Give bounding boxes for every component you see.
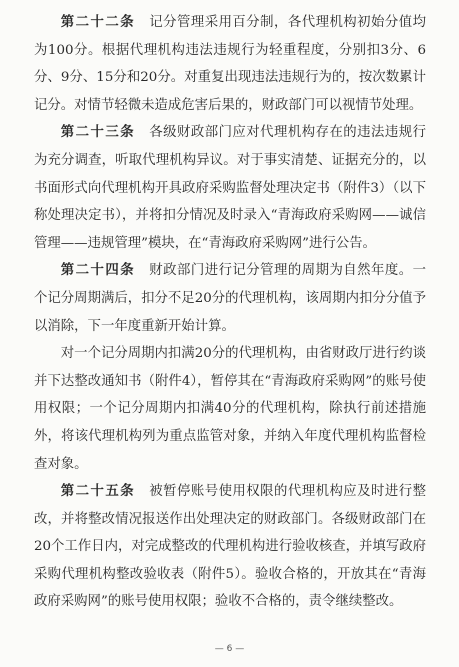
article-text: 记分管理采用百分制，各代理机构初始分值均为100分。根据代理机构违法违规行为轻重程度，分别扣3分、6分、9分、15分和20分。对重复出现违法违规行为的，按次数累计记分。对情节轻微未造成危害后果的，财政部门可以视情节处理。 xyxy=(34,15,426,113)
article-number: 第二十四条 xyxy=(60,263,136,279)
article-text: 财政部门进行记分管理的周期为自然年度。一个记分周期满后，扣分不足20分的代理机构，该周期内扣分分值予以消除，下一年度重新开始计算。 xyxy=(34,263,426,334)
article-number: 第二十五条 xyxy=(60,484,136,500)
article-25-paragraph xyxy=(34,478,426,616)
document-body xyxy=(34,9,426,616)
article-text: 各级财政部门应对代理机构存在的违法违规行为充分调查，听取代理机构异议。对于事实清楚、证据充分的，以书面形式向代理机构开具政府采购监督处理决定书（附件3）（以下称处理决定书），并将扣分情况及时录入“青海政府采购网——诚信管理——违规管理”模块，在“青海政府采购网”进行公告。 xyxy=(34,125,426,251)
article-text: 被暂停账号使用权限的代理机构应及时进行整改，并将整改情况报送作出处理决定的财政部门。各级财政部门在20个工作日内，对完成整改的代理机构进行验收核查，并填写政府采购代理机构整改验收表（附件5）。验收合格的，开放其在“青海政府采购网”的账号使用权限；验收不合格的，责令继续整改。 xyxy=(34,484,426,610)
article-24-paragraph xyxy=(34,257,426,340)
article-23-paragraph xyxy=(34,119,426,257)
article-22-paragraph xyxy=(34,9,426,119)
paragraph-text: 对一个记分周期内扣满20分的代理机构，由省财政厅进行约谈并下达整改通知书（附件4），暂停其在“青海政府采购网”的账号使用权限；一个记分周期内扣满40分的代理机构，除执行前述措施外，将该代理机构列为重点监管对象，并纳入年度代理机构监督检查对象。 xyxy=(34,346,426,472)
article-number: 第二十二条 xyxy=(60,15,136,30)
article-number: 第二十三条 xyxy=(60,125,136,141)
article-24-continuation-paragraph xyxy=(34,340,426,478)
page-number: — 6 — xyxy=(214,644,245,654)
